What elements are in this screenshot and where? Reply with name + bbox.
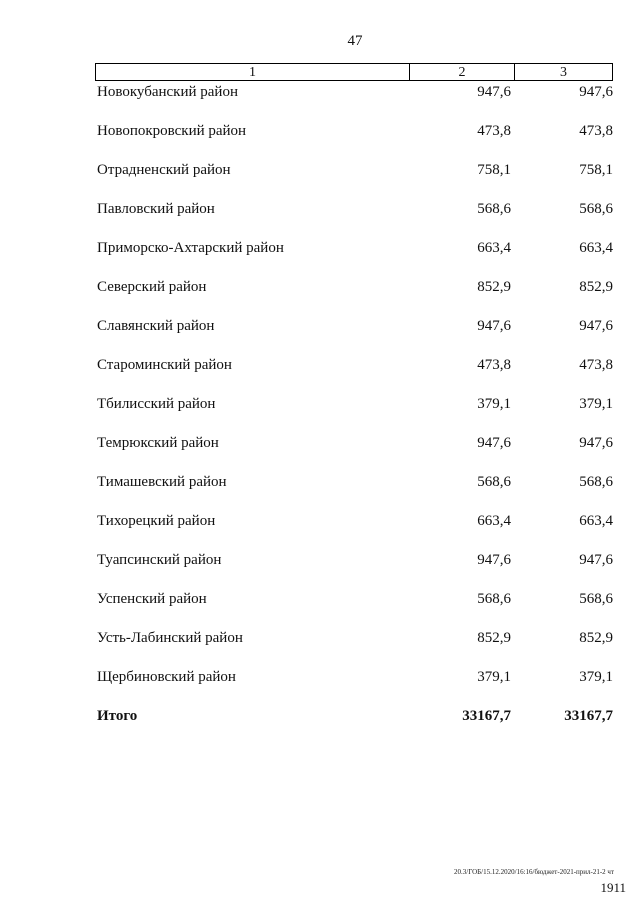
row-value-col2: 852,9: [477, 630, 511, 646]
total-label: Итого: [97, 708, 138, 724]
table-row: [97, 314, 617, 353]
table-header: [95, 63, 613, 81]
row-value-col2: 947,6: [477, 318, 511, 334]
column-header-2: 2: [410, 64, 515, 80]
sheet-number: 1911: [600, 880, 626, 895]
row-value-col3: 947,6: [579, 318, 613, 334]
row-value-col2: 379,1: [477, 396, 511, 412]
row-name: Темрюкский район: [97, 435, 219, 451]
row-value-col3: 758,1: [579, 162, 613, 178]
row-value-col3: 852,9: [579, 630, 613, 646]
row-value-col2: 568,6: [477, 474, 511, 490]
table-row: [97, 275, 617, 314]
row-value-col2: 568,6: [477, 591, 511, 607]
row-value-col3: 473,8: [579, 357, 613, 373]
table-row: [97, 197, 617, 236]
row-value-col3: 947,6: [579, 552, 613, 568]
row-value-col2: 947,6: [477, 552, 511, 568]
row-value-col2: 568,6: [477, 201, 511, 217]
table-row: [97, 236, 617, 275]
row-value-col2: 473,8: [477, 357, 511, 373]
table-row: [97, 392, 617, 431]
table-row: [97, 353, 617, 392]
row-value-col2: 947,6: [477, 435, 511, 451]
table-row: [97, 548, 617, 587]
row-value-col2: 758,1: [477, 162, 511, 178]
row-name: Отрадненский район: [97, 162, 231, 178]
row-name: Северский район: [97, 279, 207, 295]
table-row: [97, 509, 617, 548]
row-name: Новопокровский район: [97, 123, 247, 139]
row-value-col2: 379,1: [477, 669, 511, 685]
row-value-col2: 473,8: [477, 123, 511, 139]
row-value-col3: 663,4: [579, 240, 613, 256]
row-value-col3: 947,6: [579, 435, 613, 451]
table-row: [97, 626, 617, 665]
row-value-col3: 568,6: [579, 201, 613, 217]
row-name: Тимашевский район: [97, 474, 227, 490]
row-value-col3: 852,9: [579, 279, 613, 295]
row-name: Туапсинский район: [97, 552, 222, 568]
table-row: [97, 158, 617, 197]
row-value-col3: 473,8: [579, 123, 613, 139]
row-name: Усть-Лабинский район: [97, 630, 243, 646]
total-value-col3: 33167,7: [564, 708, 613, 724]
row-name: Тихорецкий район: [97, 513, 216, 529]
row-name: Славянский район: [97, 318, 215, 334]
row-value-col2: 663,4: [477, 240, 511, 256]
row-value-col2: 852,9: [477, 279, 511, 295]
row-name: Павловский район: [97, 201, 215, 217]
row-value-col2: 663,4: [477, 513, 511, 529]
row-value-col2: 947,6: [477, 84, 511, 100]
row-name: Новокубанский район: [97, 84, 238, 100]
row-name: Щербиновский район: [97, 669, 236, 685]
row-name: Успенский район: [97, 591, 207, 607]
column-header-3: 3: [560, 65, 567, 80]
total-value-col2: 33167,7: [462, 708, 511, 724]
document-code: 20.3/ГОБ/15.12.2020/16:16/бюджет-2021-прил-21-2 чт: [454, 868, 614, 876]
column-header-1: 1: [96, 64, 410, 80]
row-value-col3: 663,4: [579, 513, 613, 529]
table-row: [97, 431, 617, 470]
row-value-col3: 379,1: [579, 396, 613, 412]
table-row: [97, 587, 617, 626]
table-total-row: [97, 704, 617, 743]
row-value-col3: 568,6: [579, 474, 613, 490]
row-value-col3: 379,1: [579, 669, 613, 685]
row-value-col3: 568,6: [579, 591, 613, 607]
table-row: [97, 665, 617, 704]
row-value-col3: 947,6: [579, 84, 613, 100]
row-name: Староминский район: [97, 357, 232, 373]
table-row: [97, 80, 617, 119]
row-name: Приморско-Ахтарский район: [97, 240, 284, 256]
row-name: Тбилисский район: [97, 396, 216, 412]
table-row: [97, 470, 617, 509]
table-body: [97, 80, 617, 743]
table-row: [97, 119, 617, 158]
page-number: 47: [347, 33, 363, 49]
